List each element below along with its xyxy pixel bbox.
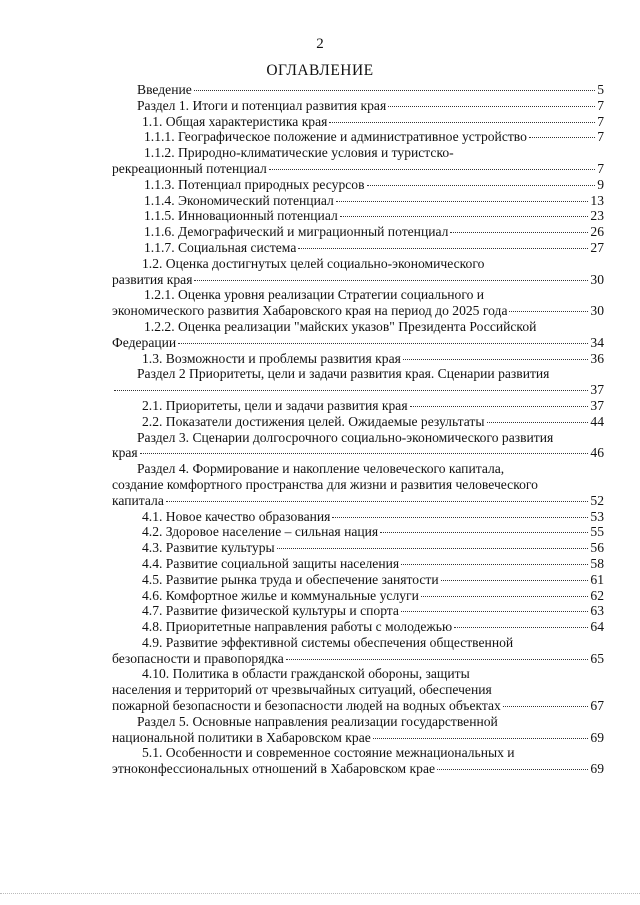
- toc-entry: [112, 556, 604, 572]
- dot-leader: [503, 706, 589, 707]
- dot-leader: [336, 201, 589, 202]
- toc-entry: [112, 208, 604, 224]
- dot-leader: [114, 390, 588, 391]
- toc-page-number: 46: [590, 445, 604, 461]
- toc-entry-text: 4.8. Приоритетные направления работы с молодежью: [142, 619, 453, 635]
- dot-leader: [380, 532, 588, 533]
- dot-leader: [340, 216, 589, 217]
- toc-entry: [112, 224, 604, 240]
- toc-entry: [112, 461, 604, 508]
- toc-entry: [112, 98, 604, 114]
- toc-page-number: 58: [590, 555, 604, 571]
- toc-entry-text: Введение: [137, 82, 192, 97]
- dot-leader: [401, 564, 588, 565]
- toc-title: ОГЛАВЛЕНИЕ: [266, 62, 374, 79]
- toc-entry-text: Раздел 5. Основные направления реализации государственной: [137, 713, 498, 729]
- toc-page-number: 7: [597, 97, 604, 113]
- dot-leader: [421, 596, 589, 597]
- dot-leader: [367, 185, 596, 186]
- toc-entry-text: 1.1.3. Потенциал природных ресурсов: [144, 176, 365, 192]
- toc-entry-text: Раздел 3. Сценарии долгосрочного социально-экономического развития: [137, 429, 554, 445]
- toc-page-number: 5: [597, 82, 604, 97]
- dot-leader: [298, 248, 588, 249]
- toc-entry-text: 2.1. Приоритеты, цели и задачи развития края: [142, 397, 408, 413]
- toc-page-number: 61: [590, 571, 604, 587]
- toc-entry-text: 1.2.1. Оценка уровня реализации Стратегии социального и: [144, 287, 485, 303]
- toc-page-number: 69: [590, 761, 604, 777]
- toc-entry-text: 1.3. Возможности и проблемы развития края: [142, 350, 401, 366]
- table-of-contents: [112, 82, 604, 777]
- toc-page-number: 67: [590, 698, 604, 714]
- toc-page-number: 63: [590, 603, 604, 619]
- toc-entry: [112, 430, 604, 462]
- toc-page-number: 52: [590, 492, 604, 508]
- toc-entry-text: 4.10. Политика в области гражданской обороны, защиты: [142, 666, 470, 682]
- dot-leader: [178, 343, 588, 344]
- toc-page-number: 56: [590, 540, 604, 556]
- toc-entry-text: 1.1.5. Инновационный потенциал: [144, 208, 338, 224]
- toc-entry: [112, 509, 604, 525]
- toc-page-number: 69: [590, 729, 604, 745]
- toc-entry: [112, 714, 604, 746]
- toc-entry-text: 4.9. Развитие эффективной системы обеспечения общественной: [142, 634, 514, 650]
- toc-entry-text: пожарной безопасности и безопасности людей на водных объектах: [112, 698, 501, 714]
- toc-entry: [112, 240, 604, 256]
- toc-entry-text: создание комфортного пространства для жизни и развития человеческого: [112, 476, 538, 492]
- toc-entry-text: Раздел 1. Итоги и потенциал развития края: [137, 97, 387, 113]
- toc-entry: [112, 193, 604, 209]
- toc-entry: [112, 177, 604, 193]
- toc-entry: [112, 524, 604, 540]
- dot-leader: [403, 359, 589, 360]
- toc-entry-text: Федерации: [112, 334, 177, 350]
- toc-entry: [112, 351, 604, 367]
- dot-leader: [487, 422, 589, 423]
- toc-entry: [112, 414, 604, 430]
- toc-entry-text: 1.1.7. Социальная система: [144, 239, 297, 255]
- toc-entry: [112, 398, 604, 414]
- toc-page-number: 65: [590, 650, 604, 666]
- toc-page-number: 44: [590, 413, 604, 429]
- toc-page-number: 37: [590, 382, 604, 398]
- dot-leader: [329, 122, 595, 123]
- toc-entry-text: Раздел 2 Приоритеты, цели и задачи развития края. Сценарии развития: [137, 366, 550, 382]
- toc-page-number: 13: [590, 192, 604, 208]
- toc-page-number: 23: [590, 208, 604, 224]
- scan-edge-divider: [0, 892, 640, 894]
- toc-entry-text: 1.2. Оценка достигнутых целей социально-экономического: [142, 255, 485, 271]
- toc-entry: [112, 129, 604, 145]
- toc-entry-text: 4.4. Развитие социальной защиты населения: [142, 555, 400, 571]
- toc-page-number: 53: [590, 508, 604, 524]
- dot-leader: [332, 517, 588, 518]
- dot-leader: [454, 627, 588, 628]
- toc-entry-text: 4.7. Развитие физической культуры и спорта: [142, 603, 399, 619]
- toc-entry: [112, 745, 604, 777]
- toc-entry: [112, 256, 604, 288]
- toc-entry: [112, 666, 604, 713]
- dot-leader: [166, 501, 589, 502]
- dot-leader: [277, 548, 589, 549]
- toc-page-number: 26: [590, 224, 604, 240]
- dot-leader: [437, 769, 588, 770]
- toc-entry: [112, 145, 604, 177]
- toc-page-number: 34: [590, 334, 604, 350]
- toc-entry: [112, 603, 604, 619]
- dot-leader: [401, 611, 588, 612]
- toc-entry-text: безопасности и правопорядка: [112, 650, 284, 666]
- toc-entry-text: рекреационный потенциал: [112, 160, 267, 176]
- toc-entry-text: экономического развития Хабаровского края на период до 2025 года: [112, 303, 508, 319]
- toc-entry-text: 1.2.2. Оценка реализации "майских указов" Президента Российской: [144, 318, 537, 334]
- toc-entry: [112, 572, 604, 588]
- toc-entry-text: 4.3. Развитие культуры: [142, 540, 275, 556]
- toc-entry-text: развития края: [112, 271, 193, 287]
- dot-leader: [450, 232, 588, 233]
- toc-page-number: 27: [590, 239, 604, 255]
- toc-entry: [112, 540, 604, 556]
- toc-entry: [112, 635, 604, 667]
- toc-page-number: 64: [590, 619, 604, 635]
- toc-entry-text: 1.1.1. Географическое положение и административное устройство: [144, 129, 527, 145]
- toc-page-number: 55: [590, 524, 604, 540]
- dot-leader: [286, 659, 589, 660]
- toc-entry-text: 5.1. Особенности и современное состояние межнациональных и: [142, 745, 515, 761]
- toc-page-number: 36: [590, 350, 604, 366]
- dot-leader: [509, 311, 588, 312]
- dot-leader: [269, 169, 595, 170]
- toc-page-number: 7: [597, 129, 604, 145]
- toc-entry: [112, 114, 604, 130]
- toc-entry-text: 1.1.6. Демографический и миграционный потенциал: [144, 224, 449, 240]
- toc-page-number: 7: [597, 160, 604, 176]
- toc-entry-text: 2.2. Показатели достижения целей. Ожидаемые результаты: [142, 413, 485, 429]
- toc-entry: [112, 319, 604, 351]
- toc-entry-text: этноконфессиональных отношений в Хабаровском крае: [112, 761, 436, 777]
- toc-entry-text: национальной политики в Хабаровском крае: [112, 729, 371, 745]
- toc-entry-text: Раздел 4. Формирование и накопление человеческого капитала,: [137, 461, 505, 477]
- toc-entry: [112, 82, 604, 98]
- dot-leader: [388, 106, 595, 107]
- toc-entry: [112, 619, 604, 635]
- toc-entry-text: 4.1. Новое качество образования: [142, 508, 331, 524]
- toc-entry-text: 4.5. Развитие рынка труда и обеспечение занятости: [142, 571, 439, 587]
- dot-leader: [529, 137, 595, 138]
- toc-entry-text: 4.6. Комфортное жилье и коммунальные услуги: [142, 587, 419, 603]
- dot-leader: [194, 90, 595, 91]
- dot-leader: [410, 406, 589, 407]
- toc-entry-text: населения и территорий от чрезвычайных ситуаций, обеспечения: [112, 682, 492, 698]
- toc-entry-text: капитала: [112, 492, 164, 508]
- dot-leader: [140, 453, 589, 454]
- toc-entry-text: края: [112, 445, 138, 461]
- toc-page-number: 30: [590, 271, 604, 287]
- dot-leader: [441, 580, 589, 581]
- toc-entry-text: 1.1. Общая характеристика края: [142, 113, 328, 129]
- toc-entry-text: 1.1.4. Экономический потенциал: [144, 192, 334, 208]
- toc-page-number: 9: [597, 176, 604, 192]
- toc-entry-text: 1.1.2. Природно-климатические условия и туристско-: [144, 145, 454, 161]
- dot-leader: [194, 280, 588, 281]
- toc-entry: [112, 366, 604, 398]
- page-number: 2: [316, 36, 324, 52]
- dot-leader: [373, 738, 589, 739]
- toc-page-number: 37: [590, 397, 604, 413]
- toc-entry-text: 4.2. Здоровое население – сильная нация: [142, 524, 379, 540]
- toc-entry: [112, 588, 604, 604]
- toc-entry: [112, 287, 604, 319]
- toc-page-number: 7: [597, 113, 604, 129]
- toc-page-number: 62: [590, 587, 604, 603]
- toc-page-number: 30: [590, 303, 604, 319]
